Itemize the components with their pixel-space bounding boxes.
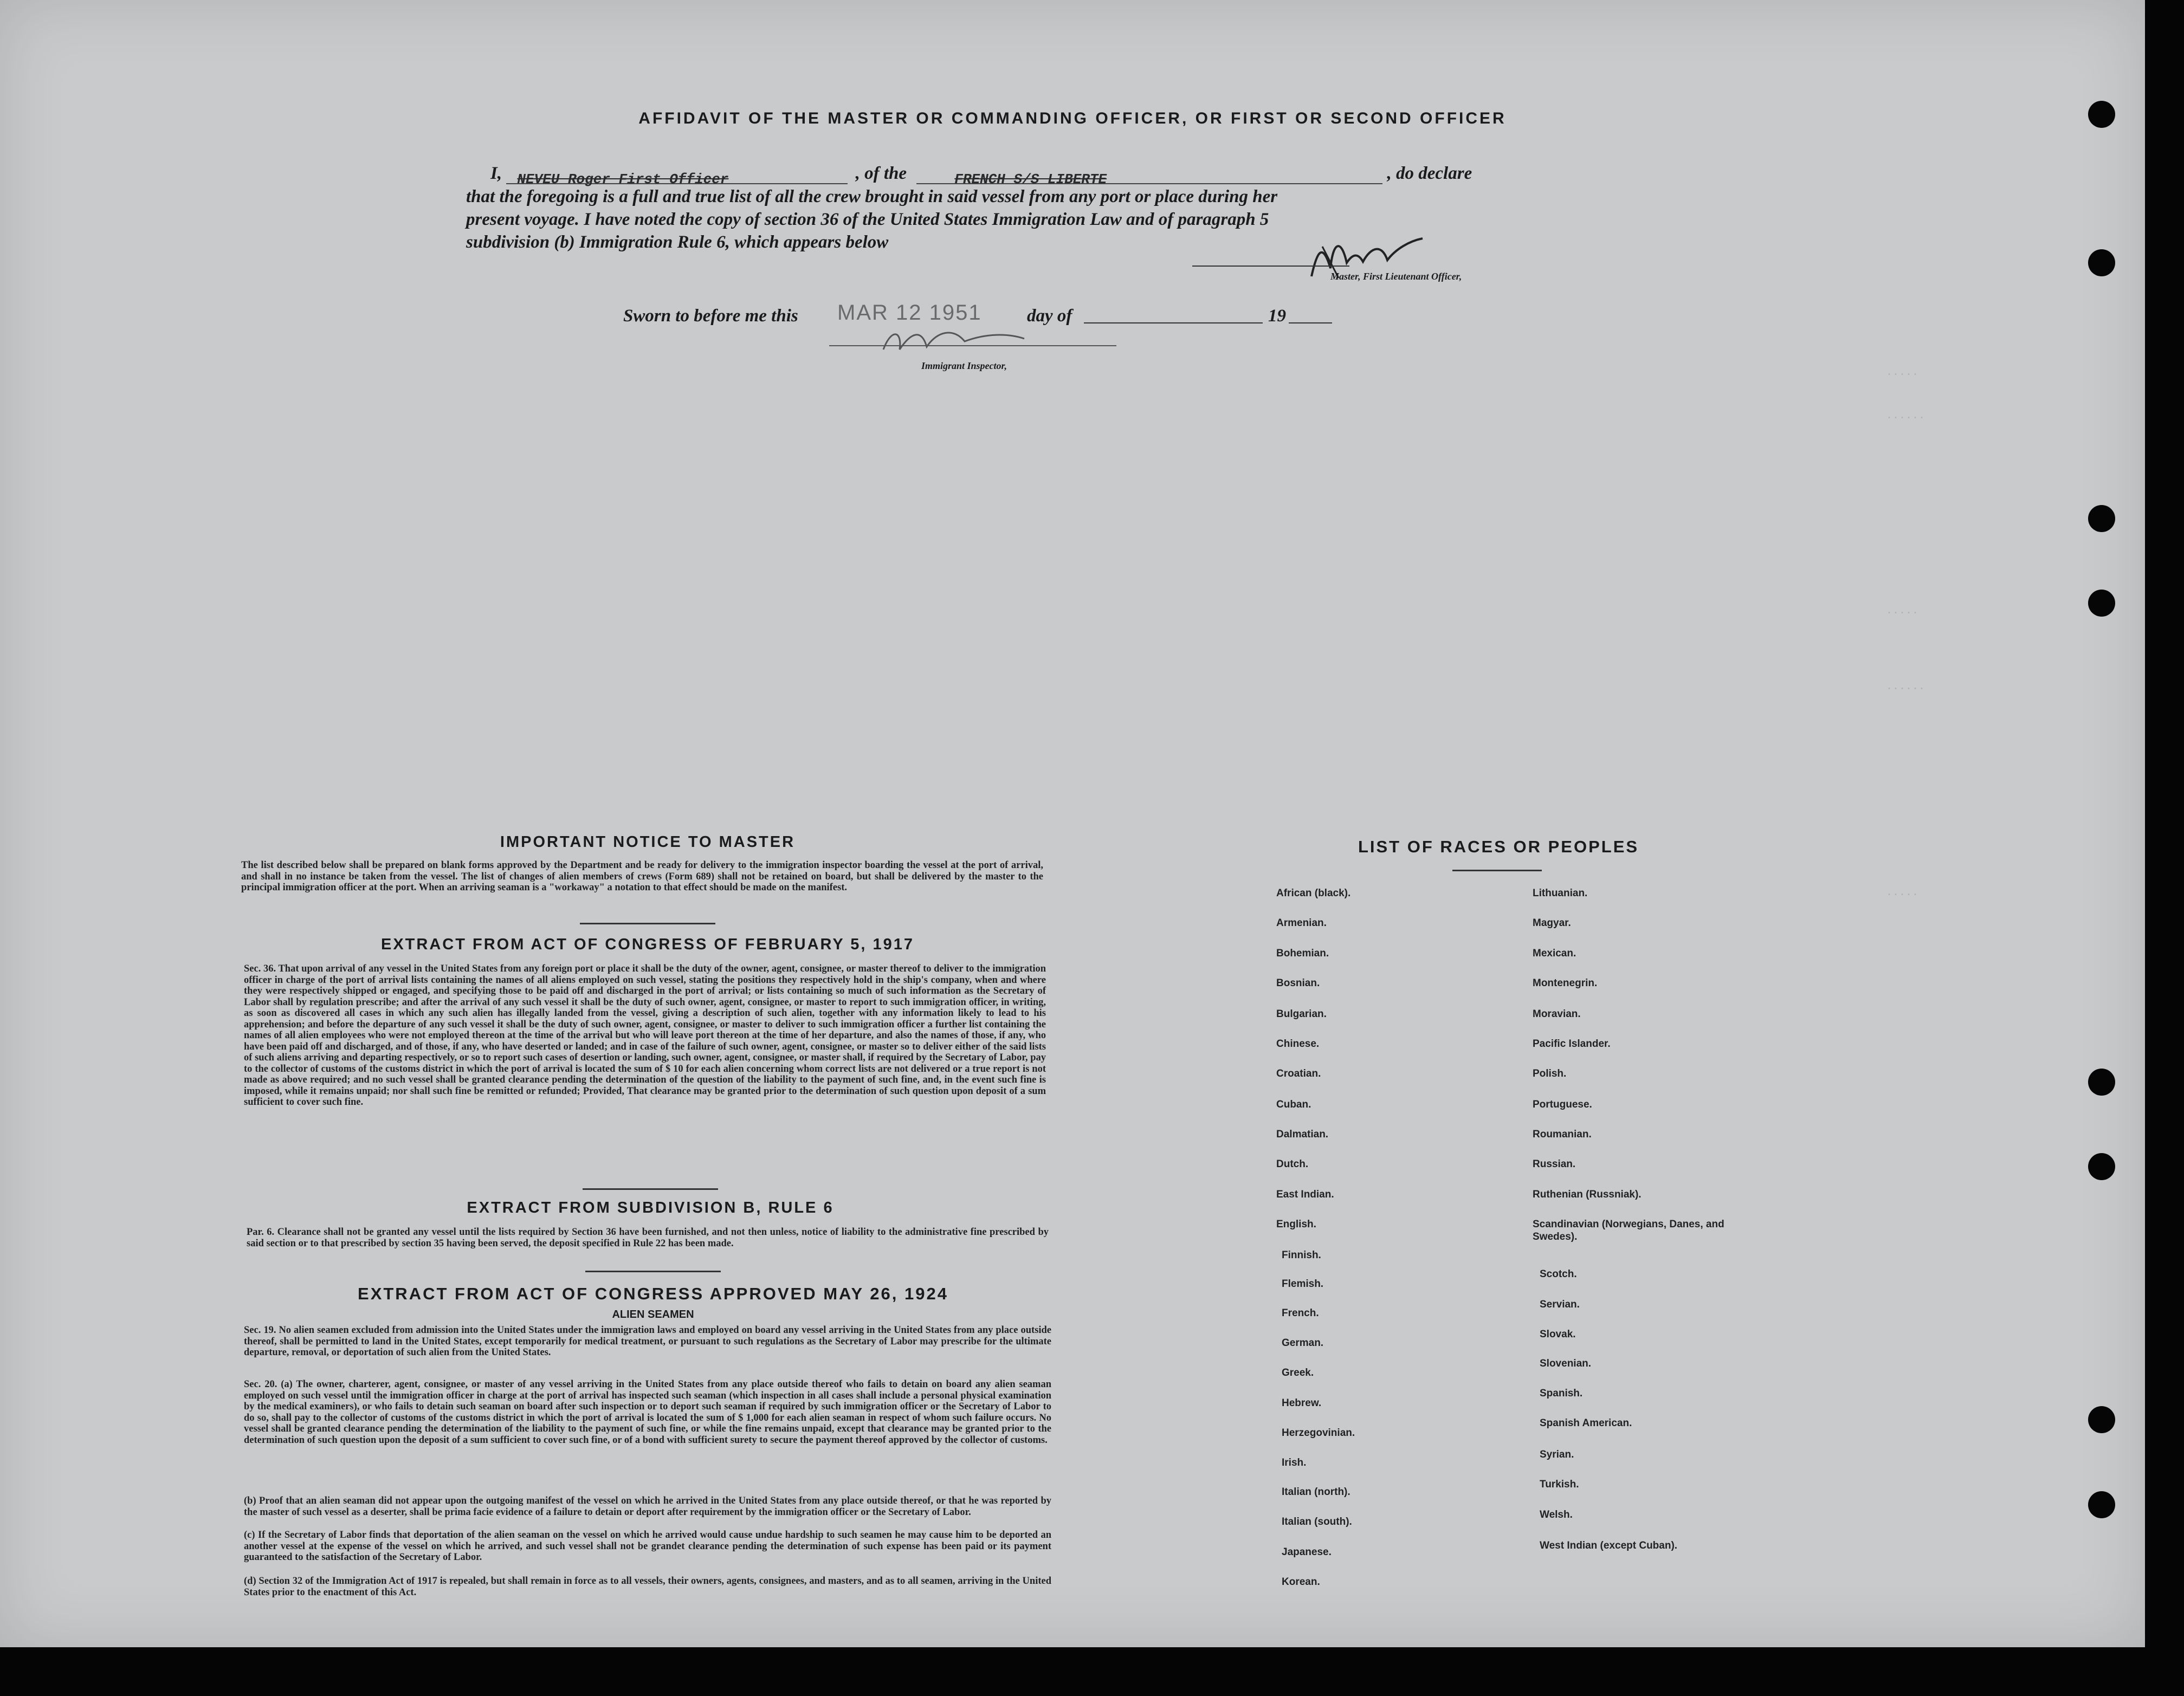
race-item: Magyar. [1533, 917, 1571, 929]
affidavit-title: AFFIDAVIT OF THE MASTER OR COMMANDING OFFICER, OR FIRST OR SECOND OFFICER [638, 109, 1507, 127]
binder-hole [2088, 505, 2115, 532]
bleed-through-text: ······ [1886, 412, 1925, 424]
extract-1917-body: Sec. 36. That upon arrival of any vessel in the United States from any foreign port or place it shall be the duty of the owner, agent, consignee, or master thereof to deliver to the immigration officer in charge of the port of arrival lists containing the names of all aliens employed on such vessel, stating the positions they respectively hold in the ship's company, when and where they were respectively shipped or engaged, and specifying those to be paid off and discharged in the port of arrival; or lists containing so much of such information as the Secretary of Labor shall by regulation prescribe; and after the arrival of any such vessel it shall be the duty of such owner, agent, consignee, or master to report to such immigration officer, in writing, as soon as discovered all cases in which any such alien has illegally landed from the vessel, giving a description of such alien, together with any information likely to lead to his apprehension; and before the departure of any such vessel it shall be the duty of such owner, agent, consignee, or master to deliver to such immigration officer a further list containing the names of all alien employees who were not employed thereon at the time of the arrival but who will leave port thereon at the time of her departure, and also the names of those, if any, who have been paid off and discharged, and of those, if any, who have deserted or landed; and in case of the failure of such owner, agent, consignee, or master so to deliver either of the said lists of such aliens arriving and departing respectively, or so to report such cases of desertion or landing, such owner, agent, consignee, or master shall, if required by the Secretary of Labor, pay to the collector of customs of the customs district in which the port of arrival is located the sum of $ 10 for each alien concerning whom correct lists are not delivered or a true report is not made as above required; and no such vessel shall be granted clearance pending the determination of the question of the liability to the payment of such fine, and, in the event such fine is imposed, while it remains unpaid; nor shall such fine be remitted or refunded; Provided, That clearance may be granted prior to the determination of such question upon deposit of a sum sufficient to cover such fine. [244, 963, 1046, 1108]
race-item: Ruthenian (Russniak). [1533, 1189, 1642, 1200]
divider [583, 1188, 718, 1190]
date-stamp: MAR 12 1951 [837, 301, 982, 325]
vessel-name-struck: FRENCH S/S LIBERTE [954, 171, 1107, 187]
race-item: Korean. [1282, 1576, 1320, 1588]
race-item: Croatian. [1276, 1068, 1321, 1079]
declaration-i: I, [490, 164, 502, 183]
bleed-through-text: ····· [1886, 889, 1919, 901]
declaration-line-1 [490, 163, 1482, 187]
officer-label: Master, First Lieutenant Officer, [1330, 271, 1462, 282]
races-title: LIST OF RACES OR PEOPLES [1358, 837, 1639, 856]
bleed-through-text: ····· [1886, 607, 1919, 619]
declaration-line-2: that the foregoing is a full and true list of all the crew brought in said vessel from any port or place during her [466, 187, 1278, 206]
binder-hole [2088, 590, 2115, 617]
officer-name-struck: NEVEU Roger First Officer [517, 171, 729, 187]
race-item: Lithuanian. [1533, 888, 1588, 899]
race-item: Polish. [1533, 1068, 1567, 1079]
officer-name-field [506, 167, 848, 187]
race-item: Armenian. [1276, 917, 1327, 929]
extract-1924-title: EXTRACT FROM ACT OF CONGRESS APPROVED MAY 26, 1924 [358, 1284, 948, 1303]
race-item: Pacific Islander. [1533, 1038, 1611, 1050]
race-item: Portuguese. [1533, 1099, 1592, 1110]
race-item: English. [1276, 1219, 1316, 1230]
inspector-signature-line [829, 345, 1116, 346]
sworn-year-line [1289, 322, 1332, 323]
race-item: Mexican. [1533, 948, 1576, 959]
declaration-line-4: subdivision (b) Immigration Rule 6, which appears below [466, 232, 889, 252]
extract-1924-sec19: Sec. 19. No alien seamen excluded from admission into the United States under the immigration laws and employed on board any vessel arriving in the United States from any place outside thereof, shall be permitted to land in the United States, except temporarily for medical treatment, or pursuant to such regulations as the Secretary of Labor may prescribe for the ultimate departure, removal, or deportation of such alien from the United States. [244, 1325, 1051, 1358]
bleed-through-text: ······ [1886, 683, 1925, 695]
sworn-prefix: Sworn to before me this [623, 306, 798, 326]
race-item: West Indian (except Cuban). [1540, 1540, 1678, 1551]
divider [585, 1271, 721, 1272]
extract-1924-sec20b: (b) Proof that an alien seaman did not appear upon the outgoing manifest of the vessel on which he arrived in the United States from any place outside thereof, or that he was reported by the master of such vessel as a deserter, shall be prima facie evidence of a failure to detain or deport after requirement by the immigration officer or the Secretary of Labor. [244, 1496, 1051, 1518]
vessel-name-field [916, 167, 1382, 187]
race-item: Scotch. [1540, 1268, 1577, 1280]
race-item: Scandinavian (Norwegians, Danes, and Swedes). [1533, 1219, 1724, 1242]
race-item: Finnish. [1282, 1250, 1321, 1261]
race-item: Dalmatian. [1276, 1129, 1329, 1140]
binder-hole [2088, 1153, 2115, 1180]
race-item: French. [1282, 1307, 1319, 1319]
race-item: Syrian. [1540, 1449, 1574, 1460]
binder-hole [2088, 1406, 2115, 1433]
race-item: Dutch. [1276, 1158, 1309, 1170]
race-item: Servian. [1540, 1299, 1580, 1310]
race-item: Turkish. [1540, 1479, 1579, 1490]
race-item: Spanish. [1540, 1388, 1583, 1399]
officer-signature-line [1192, 266, 1349, 267]
extract-rule6-body: Par. 6. Clearance shall not be granted any vessel until the lists required by Section 36 have been furnished, and not then unless, notice of liability to the administrative fine prescribed by said section or to that prescribed by section 35 having been served, the deposit specified in Rule 22 has been made. [247, 1227, 1049, 1249]
binder-hole [2088, 1069, 2115, 1096]
race-item: Cuban. [1276, 1099, 1311, 1110]
race-item: Hebrew. [1282, 1397, 1322, 1409]
sworn-day-of: day of [1027, 306, 1072, 326]
race-item: Montenegrin. [1533, 978, 1598, 989]
bleed-through-text: ····· [1886, 368, 1919, 381]
race-item: Russian. [1533, 1158, 1576, 1170]
race-item: Flemish. [1282, 1278, 1324, 1290]
extract-1917-title: EXTRACT FROM ACT OF CONGRESS OF FEBRUARY 5, 1917 [380, 936, 915, 953]
inspector-signature [878, 317, 1116, 363]
binder-hole [2088, 249, 2115, 276]
race-item: East Indian. [1276, 1189, 1334, 1200]
sworn-year: 19 [1268, 306, 1286, 326]
race-item: Irish. [1282, 1457, 1307, 1468]
binder-hole [2088, 1491, 2115, 1518]
declaration-line-3: present voyage. I have noted the copy of section 36 of the United States Immigration Law and of paragraph 5 [466, 210, 1269, 229]
race-item: Japanese. [1282, 1546, 1332, 1558]
inspector-label: Immigrant Inspector, [921, 360, 1007, 371]
divider [580, 923, 715, 924]
race-item: Bulgarian. [1276, 1008, 1327, 1020]
race-item: Bohemian. [1276, 948, 1329, 959]
race-item: Italian (south). [1282, 1516, 1352, 1527]
race-item: Slovak. [1540, 1329, 1576, 1340]
extract-1924-sec20d: (d) Section 32 of the Immigration Act of 1917 is repealed, but shall remain in force as to all vessels, their owners, agents, consignees, and masters, and as to all seamen, arriving in the United States prior to the enactment of this Act. [244, 1576, 1051, 1598]
divider [1452, 870, 1542, 871]
race-item: Herzegovinian. [1282, 1427, 1355, 1439]
race-item: Slovenian. [1540, 1358, 1592, 1369]
declaration-end: , do declare [1387, 164, 1472, 183]
race-item: Roumanian. [1533, 1129, 1592, 1140]
race-item: Greek. [1282, 1367, 1314, 1378]
race-item: Moravian. [1533, 1008, 1581, 1020]
extract-1924-sec20c: (c) If the Secretary of Labor finds that deportation of the alien seaman on the vessel on which he arrived would cause undue hardship to such seamen he may cause him to be deported an another vessel at the expense of the vessel on which he arrived, and such vessel shall not be grandet clearance pending the determination of such expense has been paid or its payment guaranteed to the satisfaction of the Secretary of Labor. [244, 1530, 1051, 1563]
declaration-of-the: , of the [855, 164, 907, 183]
race-item: German. [1282, 1337, 1324, 1349]
sworn-line [623, 306, 798, 326]
race-item: Italian (north). [1282, 1486, 1351, 1498]
notice-title: IMPORTANT NOTICE TO MASTER [500, 833, 796, 851]
race-item: Spanish American. [1540, 1417, 1632, 1429]
race-item: Welsh. [1540, 1509, 1573, 1520]
race-item: African (black). [1276, 888, 1351, 899]
extract-rule6-title: EXTRACT FROM SUBDIVISION B, RULE 6 [467, 1199, 834, 1216]
race-item: Bosnian. [1276, 978, 1320, 989]
notice-body: The list described below shall be prepared on blank forms approved by the Department and be ready for delivery to the immigration inspector boarding the vessel at the port of arrival, and shall in no instance be taken from the vessel. The list of changes of alien members of crews (Form 689) shall not be retained on board, but shall be delivered by the master to the principal immigration officer at the port. When an arriving seaman is a "workaway" a notation to that effect should be made on the manifest. [241, 860, 1043, 893]
extract-1924-sec20a: Sec. 20. (a) The owner, charterer, agent, consignee, or master of any vessel arriving in the United States from any place outside thereof who fails to detain on board any alien seaman employed on such vessel until the immigration officer in charge at the port of arrival has inspected such seaman (which inspection in all cases shall include a personal physical examination by the medical examiners), or who fails to detain such seaman on board after such inspection or to deport such seaman if required by such immigration officer or the Secretary of Labor to do so, shall pay to the collector of customs of the customs district in which the port of arrival is located the sum of $ 1,000 for each alien seaman in respect of whom such failure occurs. No vessel shall be granted clearance pending the determination of the liability to the payment of such fine, or while the fine remains unpaid, except that clearance may be granted prior to the determination of such question upon the deposit of a sum sufficient to cover such fine, or of a bond with sufficient surety to secure the payment thereof approved by the collector of customs. [244, 1379, 1051, 1446]
race-item: Chinese. [1276, 1038, 1320, 1050]
extract-1924-subtitle: ALIEN SEAMEN [612, 1309, 694, 1320]
